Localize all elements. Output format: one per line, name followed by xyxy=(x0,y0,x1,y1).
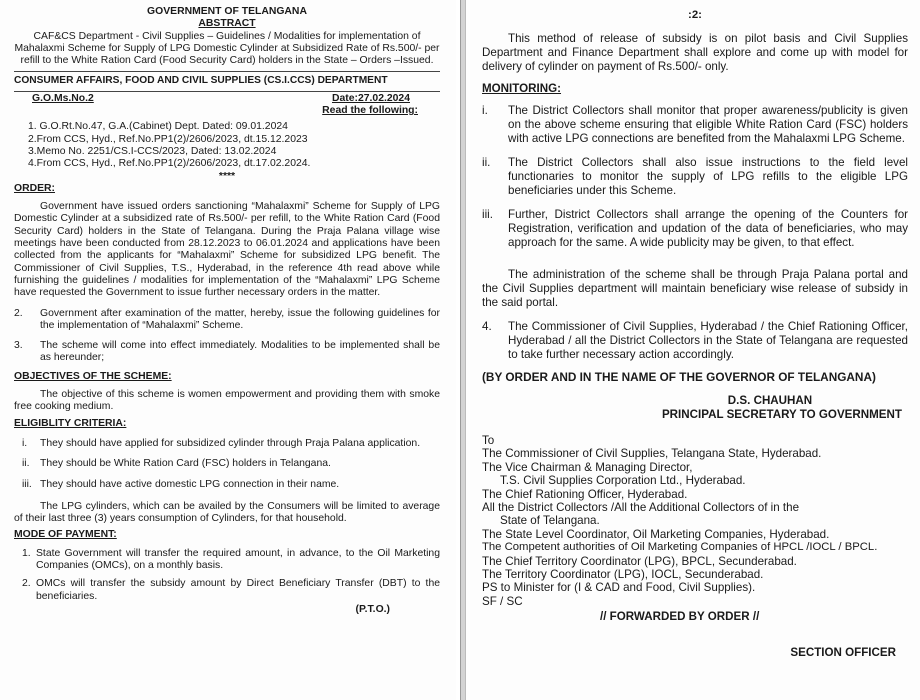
release-paragraph: This method of release of subsidy is on pilot basis and Civil Supplies Department and Finance Department shall explore and come up with model for delivery of cylinder on payment of Rs.500/- only. xyxy=(482,32,908,73)
monitoring-item xyxy=(482,156,908,198)
to-label: To xyxy=(482,434,495,447)
paragraph-number: 4. xyxy=(482,320,492,333)
item-number: i. xyxy=(482,104,488,117)
page-one xyxy=(0,0,456,700)
recipient: All the District Collectors /All the Additional Collectors of in the xyxy=(482,501,800,515)
recipient: The Commissioner of Civil Supplies, Telangana State, Hyderabad. xyxy=(482,447,822,461)
paragraph-text: The scheme will come into effect immediately. Modalities to be implemented shall be as hereunder; xyxy=(40,340,440,364)
item-text: OMCs will transfer the subsidy amount by Direct Beneficiary Transfer (DBT) to the beneficiaries. xyxy=(36,578,440,602)
item-text: They should have applied for subsidized cylinder through Praja Palana application. xyxy=(40,437,421,449)
monitoring-item xyxy=(482,208,908,250)
paragraph-3 xyxy=(14,340,440,365)
paragraph-text: The Commissioner of Civil Supplies, Hyderabad / the Chief Rationing Officer, Hyderabad / all the District Collectors in the State of Telangana are requested to take further necessary action accordingly. xyxy=(508,320,908,361)
paragraph-4 xyxy=(482,320,908,362)
recipient: The Territory Coordinator (LPG), IOCL, Secunderabad. xyxy=(482,568,764,582)
reference-item: 4.From CCS, Hyd., Ref.No.PP1(2)/2606/2023, dt.17.02.2024. xyxy=(28,158,311,170)
item-number: iii. xyxy=(22,478,32,490)
government-heading: GOVERNMENT OF TELANGANA xyxy=(147,6,307,17)
order-heading: ORDER: xyxy=(14,182,55,194)
recipient: PS to Minister for (I & CAD and Food, Civil Supplies). xyxy=(482,581,756,595)
item-text: They should be White Ration Card (FSC) holders in Telangana. xyxy=(40,458,331,470)
paragraph-2 xyxy=(14,308,440,333)
page-two xyxy=(470,0,920,700)
order-paragraph: Government have issued orders sanctioning “Mahalaxmi” Scheme for Supply of LPG Domestic Cylinder at a subsidized rate of Rs.500/- per refill, to the White Ration Card (Food Security Card) holders in the State of Telangana. During the Praja Palana village wise meetings have been conducted from 28.12.2023 to 06.01.2024 and applications have been collected from the applicants for “Mahalaxmi” Scheme for subsidized LPG benefit. The Commissioner of Civil Supplies, T.S., Hyderabad, in the reference 4th read above while furnishing the guidelines / modalities for implementation of the “Mahalaxmi” LPG Scheme have requested the Government to issue further necessary orders in the matter. xyxy=(14,201,440,299)
go-date: Date:27.02.2024 xyxy=(332,92,410,104)
item-number: 1. xyxy=(22,547,31,559)
objectives-text: The objective of this scheme is women empowerment and providing them with smoke free cooking medium. xyxy=(14,389,440,413)
recipient: State of Telangana. xyxy=(500,514,600,528)
administration-paragraph: The administration of the scheme shall be through Praja Palana portal and the Civil Supplies department will maintain beneficiary wise release of subsidy in the said portal. xyxy=(482,268,908,309)
recipient: The State Level Coordinator, Oil Marketing Companies, Hyderabad. xyxy=(482,527,830,541)
references-list xyxy=(14,121,440,170)
reference-item: 2.From CCS, Hyd., Ref.No.PP1(2)/2606/2023, dt.15.12.2023 xyxy=(28,133,308,145)
eligibility-item xyxy=(14,438,440,450)
item-number: 2. xyxy=(22,578,31,590)
signatory-name: D.S. CHAUHAN xyxy=(727,394,813,407)
recipient: The Vice Chairman & Managing Director, xyxy=(482,460,693,474)
item-text: They should have active domestic LPG connection in their name. xyxy=(40,478,340,490)
payment-item xyxy=(14,548,440,573)
payment-item xyxy=(14,578,440,603)
by-order-line: (BY ORDER AND IN THE NAME OF THE GOVERNOR OF TELANGANA) xyxy=(482,370,876,384)
paragraph-number: 2. xyxy=(14,307,23,319)
eligibility-heading: ELIGIBLITY CRITERIA: xyxy=(14,417,127,429)
item-number: ii. xyxy=(482,156,491,169)
recipient: The Chief Rationing Officer, Hyderabad. xyxy=(482,487,688,501)
section-officer: SECTION OFFICER xyxy=(790,646,896,660)
objectives-heading: OBJECTIVES OF THE SCHEME: xyxy=(14,370,172,382)
recipient: The Chief Territory Coordinator (LPG), BPCL, Secunderabad. xyxy=(482,554,797,568)
signatory-title: PRINCIPAL SECRETARY TO GOVERNMENT xyxy=(661,408,902,421)
item-text: Further, District Collectors shall arrange the opening of the Counters for Registration, verification and updation of the data of beneficiaries, who may approach for the same. A wide publicity may be given, to that effect. xyxy=(508,208,908,249)
monitoring-heading: MONITORING: xyxy=(482,82,562,95)
go-number: G.O.Ms.No.2 xyxy=(32,92,94,104)
abstract-label: ABSTRACT xyxy=(198,18,256,30)
recipient: T.S. Civil Supplies Corporation Ltd., Hyderabad. xyxy=(500,474,746,488)
paragraph-number: 3. xyxy=(14,340,23,352)
payment-heading: MODE OF PAYMENT: xyxy=(14,529,117,541)
eligibility-item xyxy=(14,479,440,491)
item-number: ii. xyxy=(22,458,30,470)
item-number: i. xyxy=(22,437,28,449)
read-following: Read the following: xyxy=(322,105,418,117)
recipient: SF / SC xyxy=(482,594,523,608)
monitoring-item xyxy=(482,104,908,146)
reference-item: 1. G.O.Rt.No.47, G.A.(Cabinet) Dept. Dated: 09.01.2024 xyxy=(28,121,288,133)
item-text: State Government will transfer the required amount, in advance, to the Oil Marketing Companies (OMCs), on a monthly basis. xyxy=(36,547,440,571)
abstract-text: CAF&CS Department - Civil Supplies – Guidelines / Modalities for implementation of Mahalaxmi Scheme for Supply of LPG Domestic Cylinder at Subsidized Rate of Rs.500/- per refill to the White Ration Card (Food Security Card) holders in the State – Orders –Issued. xyxy=(14,30,440,67)
please-turn-over: (P.T.O.) xyxy=(355,603,390,615)
paragraph-text: Government after examination of the matter, hereby, issue the following guidelines for the implementation of “Mahalaxmi” Scheme. xyxy=(40,307,440,331)
department-heading: CONSUMER AFFAIRS, FOOD AND CIVIL SUPPLIES (CS.I.CCS) DEPARTMENT xyxy=(14,71,440,91)
forwarded-by-order: // FORWARDED BY ORDER // xyxy=(600,610,760,624)
item-text: The District Collectors shall also issue instructions to the field level functionaries to monitor the supply of LPG refills to the eligible LPG beneficiaries under this Scheme. xyxy=(508,156,908,197)
item-text: The District Collectors shall monitor that proper awareness/publicity is given on the above scheme ensuring that eligible White Ration Card (FSC) holders with active LPG connections are benefited from the Mahalaxmi LPG Scheme. xyxy=(508,104,908,145)
lpg-limit-text: The LPG cylinders, which can be availed by the Consumers will be limited to average of their last three (3) years consumption of Cylinders, for that household. xyxy=(14,500,440,525)
recipients-list xyxy=(482,434,908,608)
eligibility-item xyxy=(14,458,440,470)
page-number: :2: xyxy=(688,9,702,21)
stars-separator: **** xyxy=(218,170,236,182)
page-divider xyxy=(460,0,466,700)
item-number: iii. xyxy=(482,208,493,221)
reference-item: 3.Memo No. 2251/CS.I-CCS/2023, Dated: 13.02.2024 xyxy=(28,145,277,157)
recipient: The Competent authorities of Oil Marketing Companies of HPCL /IOCL / BPCL. xyxy=(482,541,878,554)
